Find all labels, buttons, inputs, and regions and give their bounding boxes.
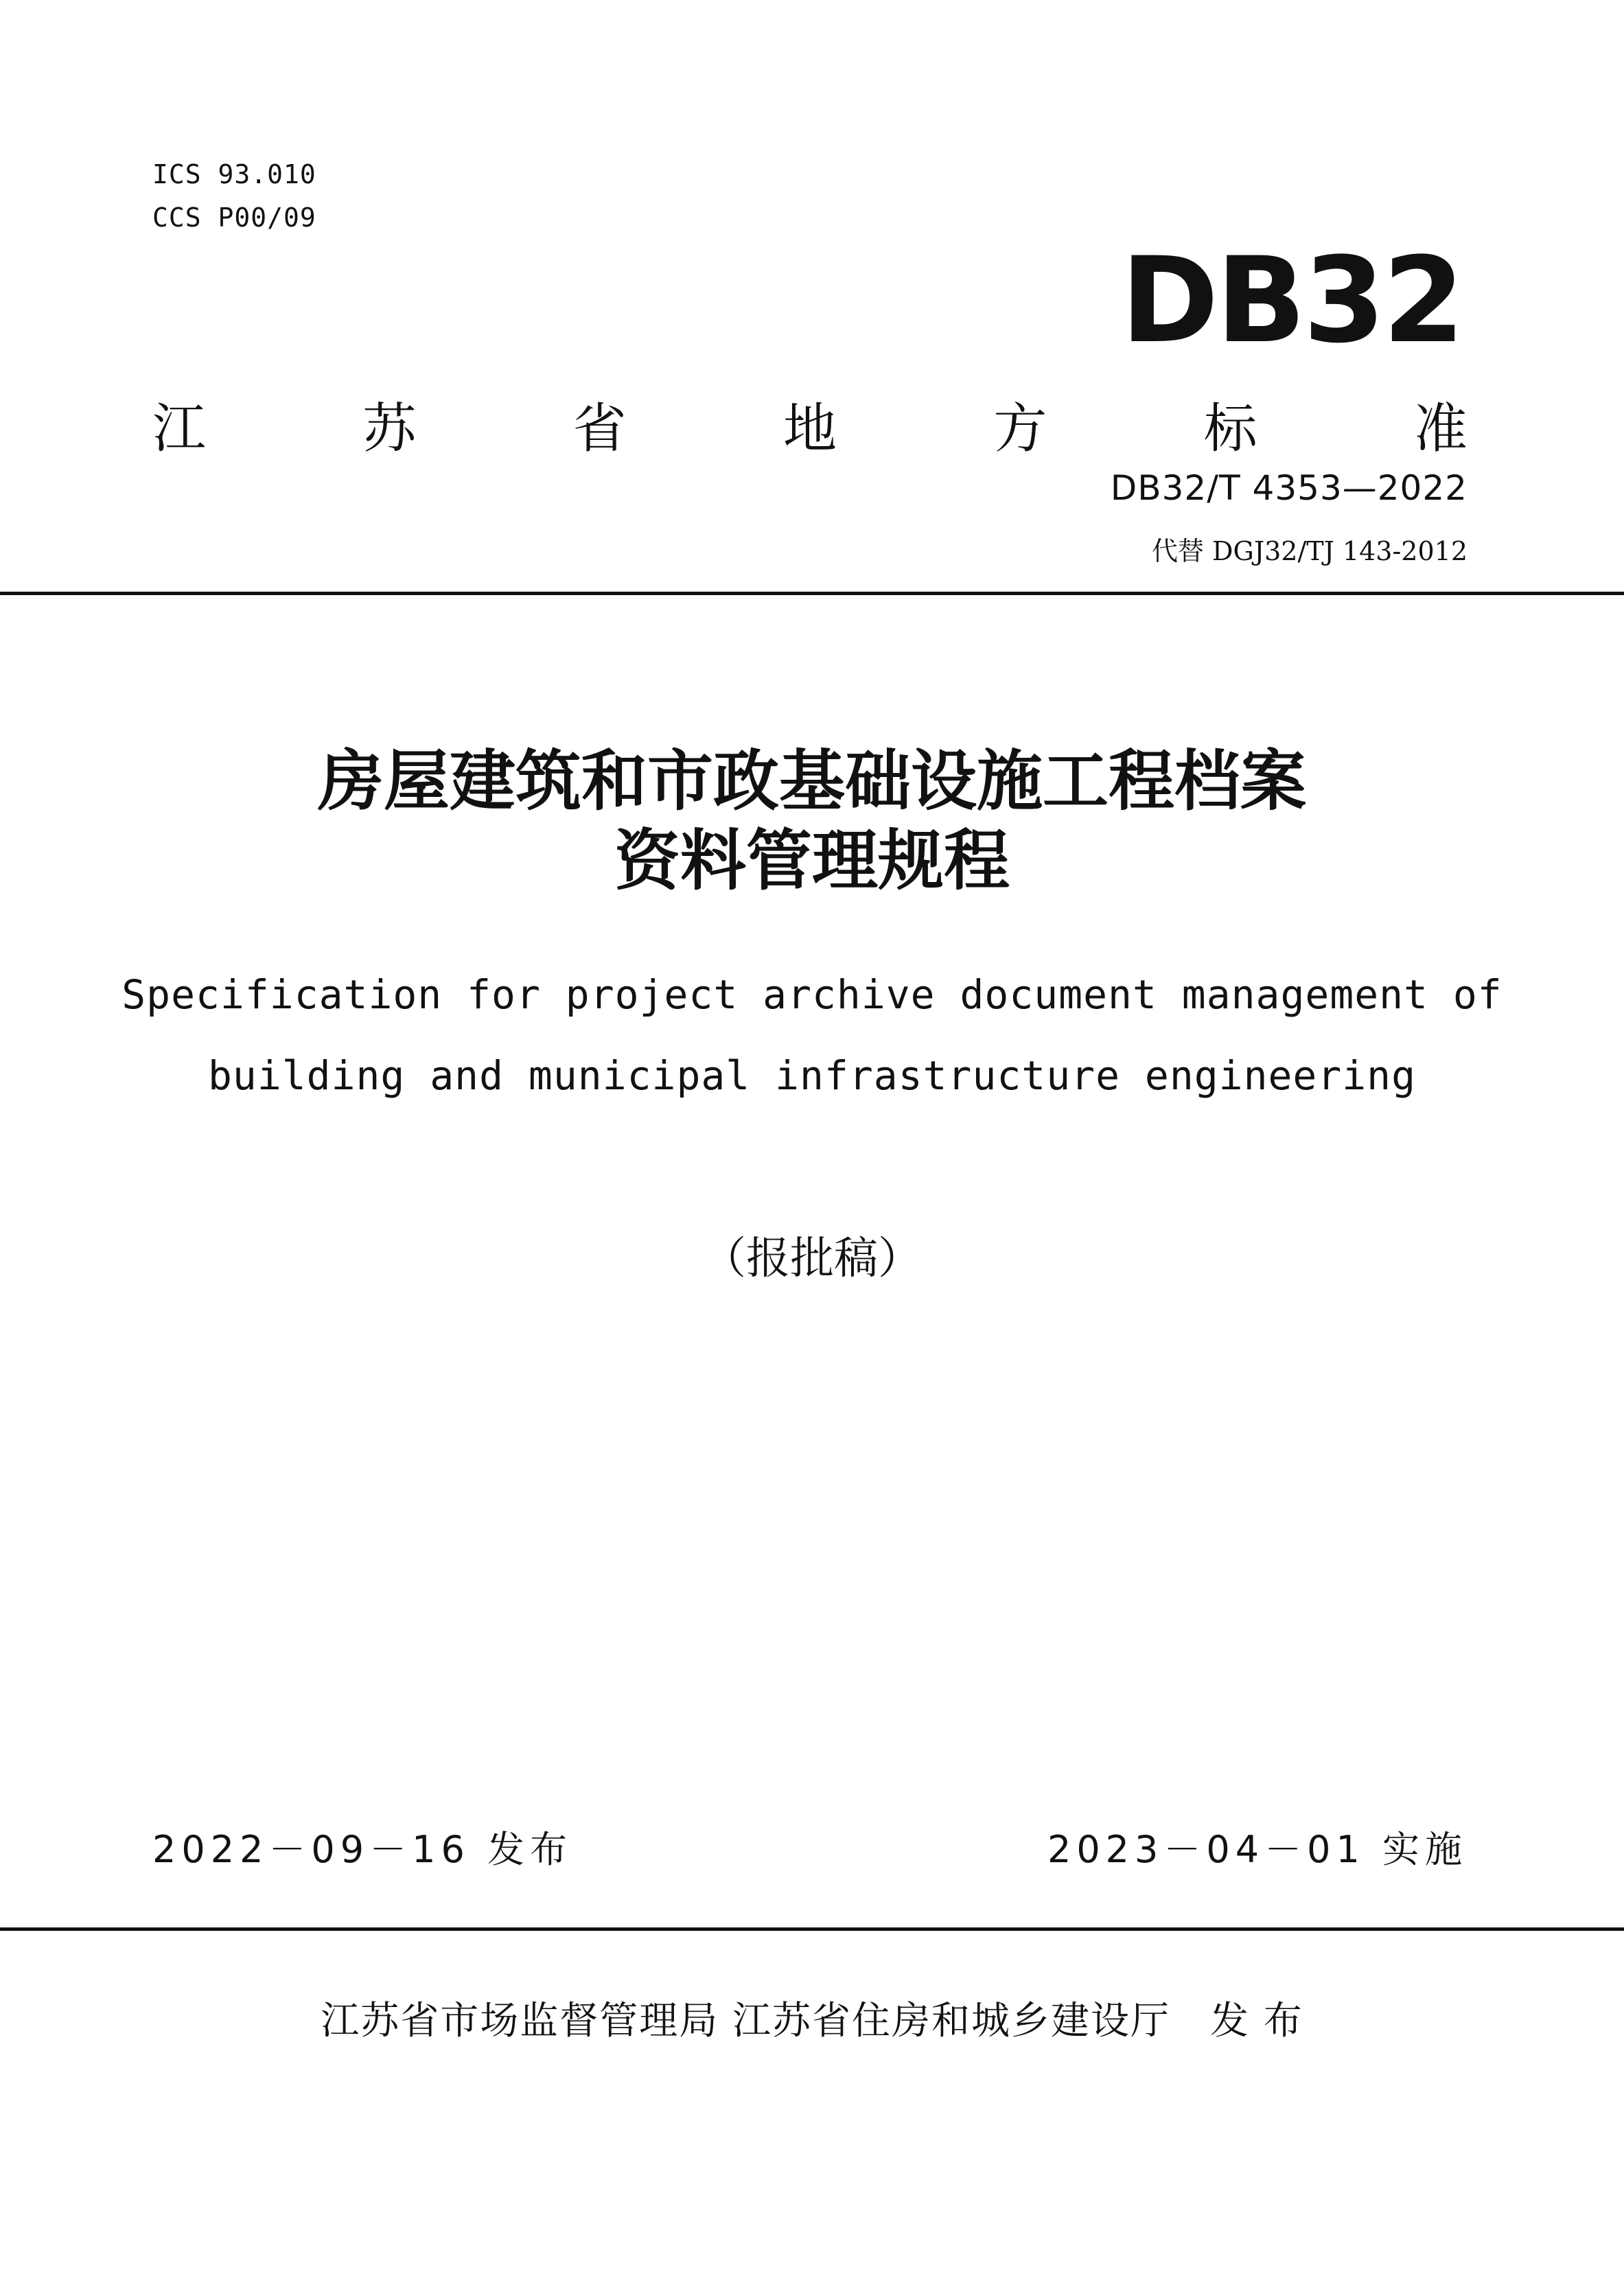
category-char: 方 xyxy=(993,398,1047,460)
standard-number: DB32/T 4353—2022 xyxy=(1110,468,1468,508)
draft-status: （报批稿） xyxy=(702,1233,922,1284)
category-char: 江 xyxy=(152,398,207,460)
document-title-cn-line1: 房屋建筑和市政基础设施工程档案 xyxy=(318,743,1306,820)
category-char: 地 xyxy=(782,398,837,460)
category-char: 省 xyxy=(572,398,627,460)
category-char: 苏 xyxy=(362,398,417,460)
document-title-en-line2: building and municipal infrastructure engineering xyxy=(207,1052,1417,1099)
ccs-code: CCS P00/09 xyxy=(152,202,316,233)
footer-divider xyxy=(0,1927,1624,1931)
category-char: 标 xyxy=(1203,398,1257,460)
replaces-standard: 代替 DGJ32/TJ 143-2012 xyxy=(1151,536,1468,566)
document-title-cn-line2: 资料管理规程 xyxy=(614,822,1010,899)
ics-code: ICS 93.010 xyxy=(152,159,316,189)
db32-logo: DB32 xyxy=(1120,231,1462,369)
effective-date: 2023－04－01 实施 xyxy=(1047,1828,1468,1871)
document-title-en-line1: Specification for project archive document management of xyxy=(121,971,1503,1018)
header-divider xyxy=(0,592,1624,595)
standard-category-title xyxy=(152,386,1468,463)
issue-date: 2022－09－16 发布 xyxy=(152,1828,573,1871)
publisher-line: 江苏省市场监督管理局 江苏省住房和城乡建设厅 发 布 xyxy=(321,1999,1303,2043)
category-char: 准 xyxy=(1413,398,1468,460)
